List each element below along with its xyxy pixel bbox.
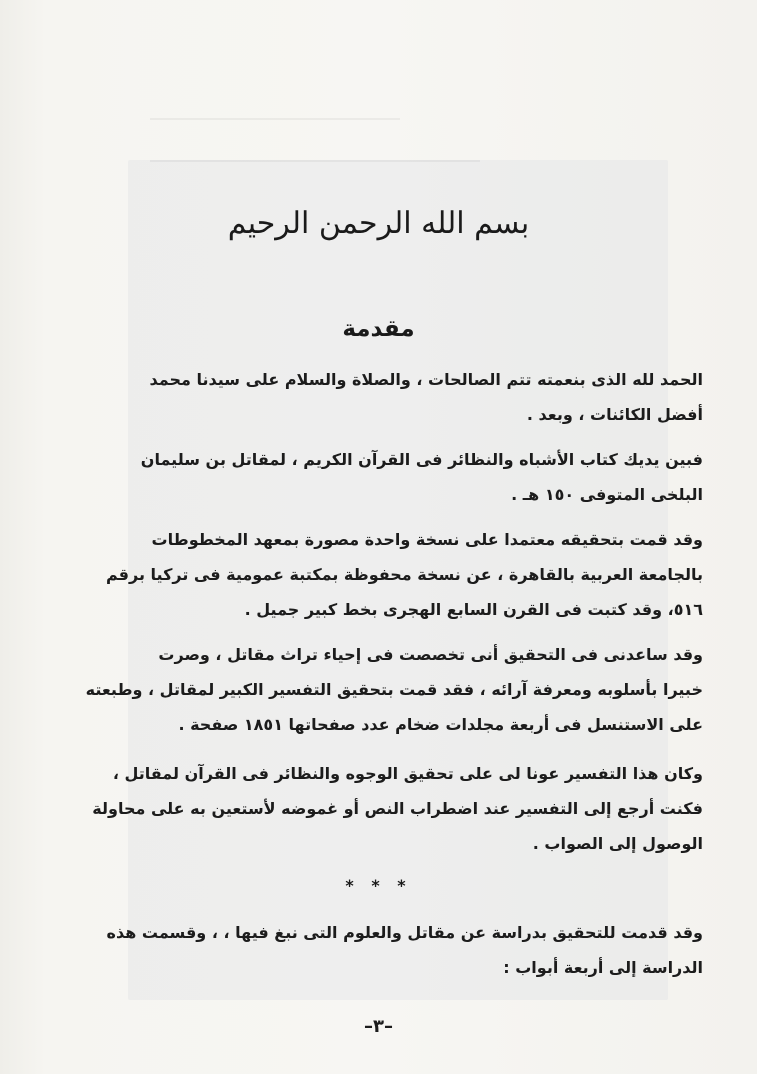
- show-through-line: [150, 118, 400, 120]
- text-line: ٥١٦، وقد كتبت فى القرن السابع الهجرى بخط كبير جميل .: [244, 600, 703, 619]
- text-line: الوصول إلى الصواب .: [532, 834, 703, 853]
- text-line: بالجامعة العربية بالقاهرة ، عن نسخة محفوظة بمكتبة عمومية فى تركيا برقم: [105, 565, 703, 584]
- text-line: الحمد لله الذى بنعمته تتم الصالحات ، والصلاة والسلام على سيدنا محمد: [149, 370, 703, 389]
- paragraph-5: [86, 756, 703, 861]
- paragraph-4: [86, 637, 703, 742]
- text-line: فكنت أرجع إلى التفسير عند اضطراب النص أو غموضه لأستعين به على محاولة: [92, 799, 703, 818]
- text-line: وقد قدمت للتحقيق بدراسة عن مقاتل والعلوم التى نبغ فيها ، ، وقسمت هذه: [106, 923, 703, 942]
- paragraph-2: [86, 442, 703, 512]
- paragraph-6: [86, 915, 703, 985]
- text-line: وكان هذا التفسير عونا لى على تحقيق الوجوه والنظائر فى القرآن لمقاتل ،: [112, 764, 703, 783]
- page-number: –٣–: [364, 1016, 393, 1037]
- text-line: خبيرا بأسلوبه ومعرفة آرائه ، فقد قمت بتحقيق التفسير الكبير لمقاتل ، وطبعته: [85, 680, 703, 699]
- text-line: البلخى المتوفى ١٥٠ هـ .: [511, 485, 703, 504]
- text-line: فبين يديك كتاب الأشباه والنظائر فى القرآن الكريم ، لمقاتل بن سليمان: [140, 450, 703, 469]
- section-separator: * * *: [345, 876, 412, 895]
- paragraph-3: [86, 522, 703, 627]
- text-line: وقد قمت بتحقيقه معتمدا على نسخة واحدة مصورة بمعهد المخطوطات: [151, 530, 703, 549]
- text-line: وقد ساعدنى فى التحقيق أنى تخصصت فى إحياء تراث مقاتل ، وصرت: [158, 645, 703, 664]
- basmala-calligraphy: بسم الله الرحمن الرحيم: [227, 206, 530, 241]
- page-title: مقدمة: [342, 316, 415, 342]
- paragraph-1: [86, 362, 703, 432]
- text-line: أفضل الكائنات ، وبعد .: [526, 405, 703, 424]
- text-line: الدراسة إلى أربعة أبواب :: [503, 958, 703, 977]
- text-line: على الاستنسل فى أربعة مجلدات ضخام عدد صفحاتها ١٨٥١ صفحة .: [178, 715, 703, 734]
- show-through-line: [150, 160, 480, 162]
